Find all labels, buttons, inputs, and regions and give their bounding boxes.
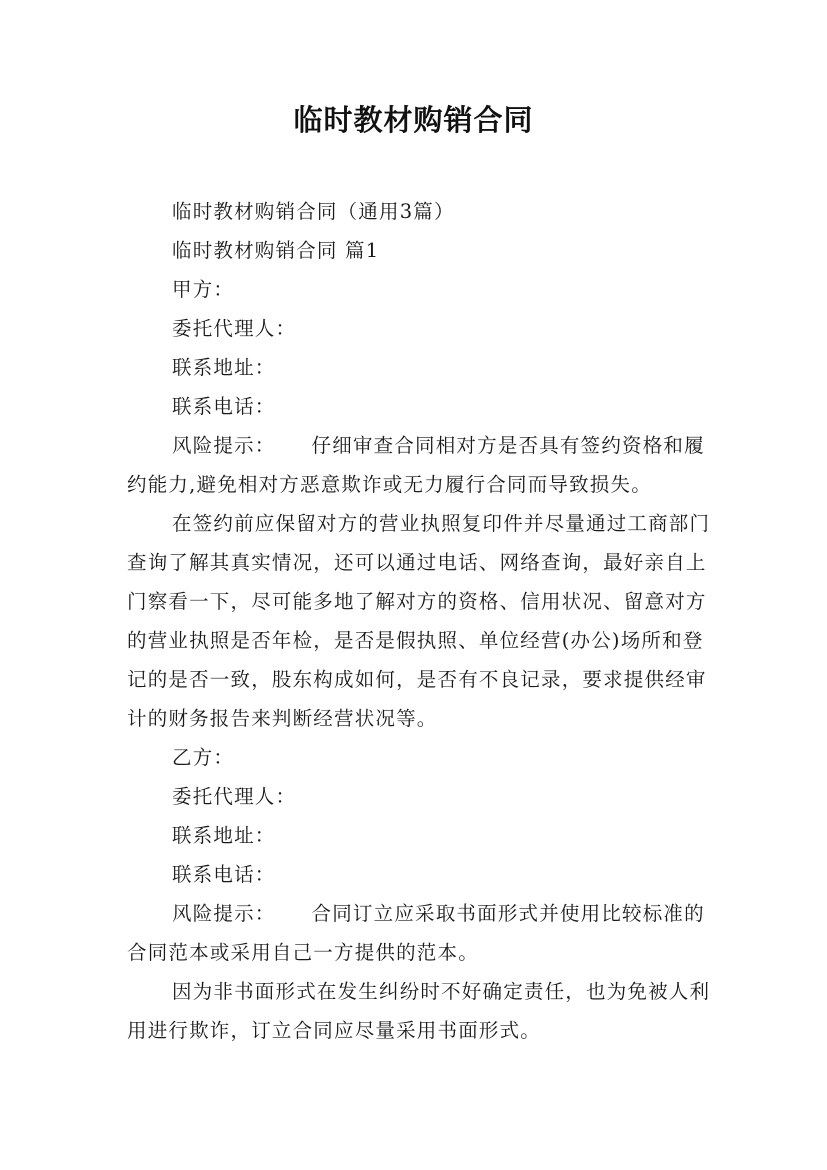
risk-tip-text: 仔细审查合同相对方是否具有签约资格和履约能力,避免相对方恶意欺诈或无力履行合同而导致损失。 [127, 434, 705, 496]
party-a-label: 甲方： [172, 278, 235, 301]
party-b-label: 乙方： [172, 746, 235, 769]
risk-tip-paragraph-1 [127, 426, 717, 504]
risk-tip-text: 合同订立应采取书面形式并使用比较标准的合同范本或采用自己一方提供的范本。 [127, 902, 705, 964]
paragraph-verification: 在签约前应保留对方的营业执照复印件并尽量通过工商部门查询了解其真实情况，还可以通过电话、网络查询，最好亲自上门察看一下，尽可能多地了解对方的资格、信用状况、留意对方的营业执照是否年检，是否是假执照、单位经营(办公)场所和登记的是否一致，股东构成如何，是否有不良记录，要求提供经审计的财务报告来判断经营状况等。 [127, 512, 711, 730]
paragraph-written-form: 因为非书面形式在发生纠纷时不好确定责任，也为免被人利用进行欺诈，订立合同应尽量采用书面形式。 [127, 980, 711, 1042]
paragraph-section-heading: 临时教材购销合同 篇1 [172, 239, 380, 262]
party-a-address-label: 联系地址： [172, 356, 276, 379]
risk-tip-label: 风险提示： [172, 902, 276, 925]
risk-tip-paragraph-2 [127, 894, 717, 972]
party-a-phone-label: 联系电话： [172, 395, 276, 418]
party-b-address-label: 联系地址： [172, 824, 276, 847]
party-b-agent-label: 委托代理人： [172, 785, 297, 808]
document-body [127, 192, 717, 1050]
party-a-agent-label: 委托代理人： [172, 317, 297, 340]
document-title: 临时教材购销合同 [293, 103, 534, 137]
risk-tip-label: 风险提示： [172, 434, 276, 457]
paragraph-subtitle: 临时教材购销合同（通用3篇） [172, 200, 455, 223]
party-b-phone-label: 联系电话： [172, 863, 276, 886]
